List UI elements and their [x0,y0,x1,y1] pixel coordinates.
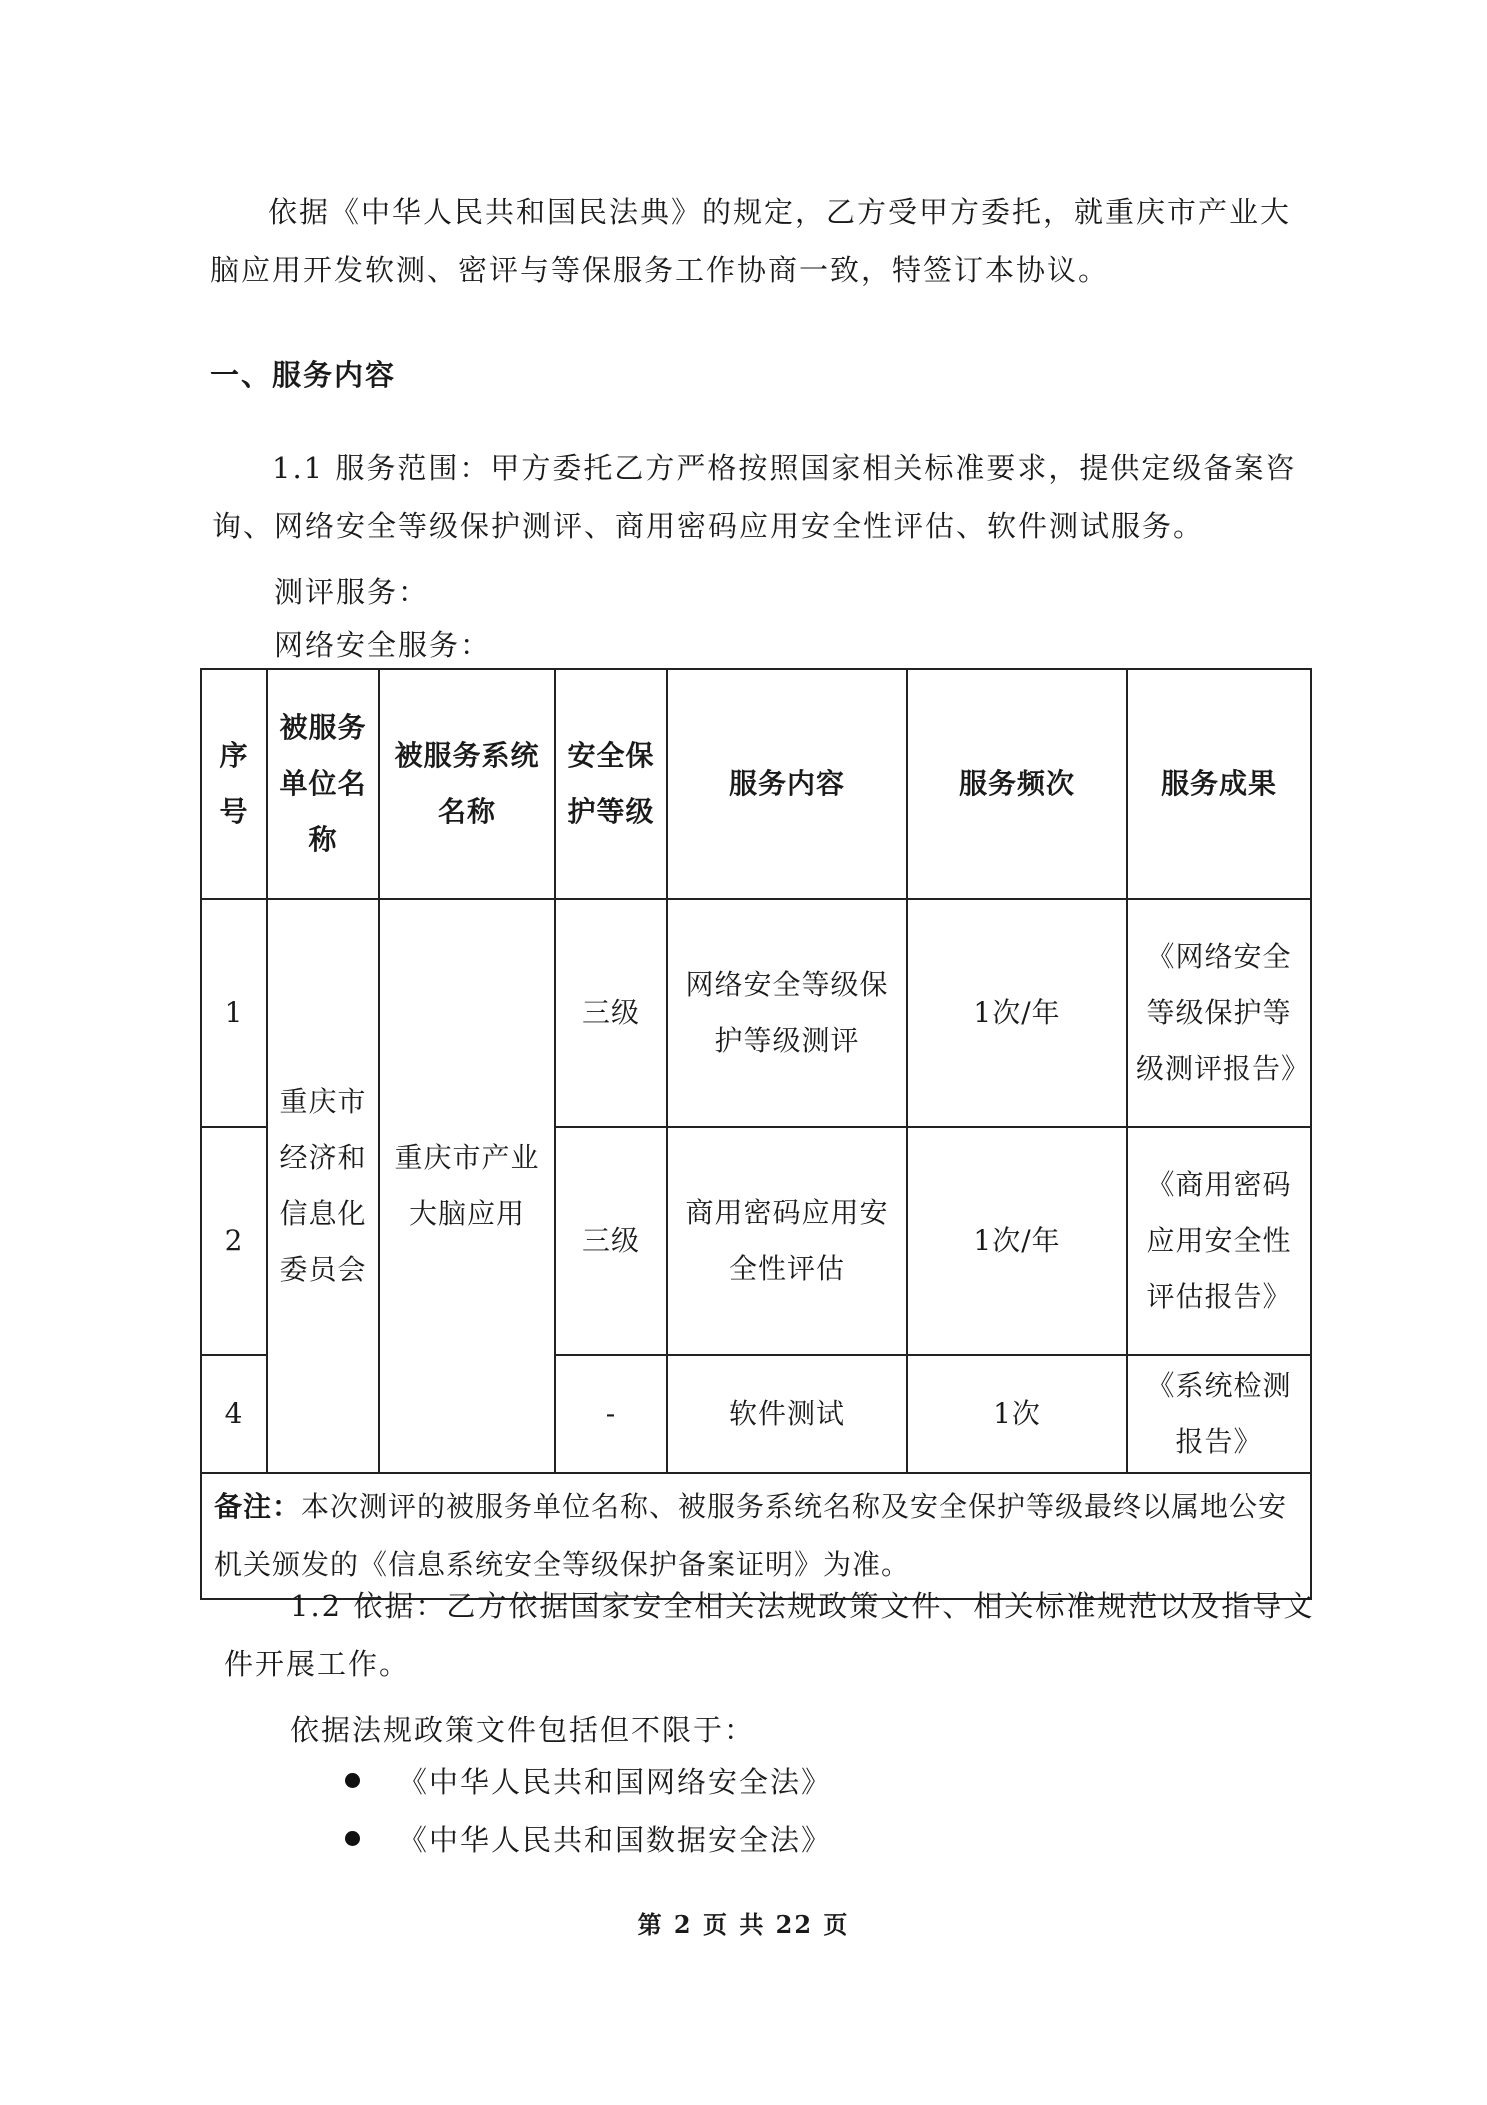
law-list-item [345,1760,832,1801]
section-heading: 一、服务内容 [210,358,397,392]
clause-1-1-line-1: 1.1 服务范围：甲方委托乙方严格按照国家相关标准要求，提供定级备案咨 [272,451,1297,485]
bullet-icon [345,1773,360,1788]
row-result: 《商用密码应用安全性评估报告》 [1127,1127,1311,1355]
row-content: 商用密码应用安全性评估 [667,1127,907,1355]
row-result: 《系统检测报告》 [1127,1355,1311,1473]
service-table [200,668,1312,1600]
row-frequency: 1次 [907,1355,1127,1473]
unit-name-cell: 重庆市经济和信息化委员会 [267,899,379,1473]
row-content: 软件测试 [667,1355,907,1473]
row-level: - [555,1355,667,1473]
clause-1-2-line-2: 件开展工作。 [224,1647,411,1681]
row-content: 网络安全等级保护等级测评 [667,899,907,1127]
row-result: 《网络安全等级保护等级测评报告》 [1127,899,1311,1127]
network-service-label: 网络安全服务： [274,628,492,662]
law-item-text: 《中华人民共和国网络安全法》 [398,1765,833,1799]
row-seq: 2 [201,1127,267,1355]
system-name-cell: 重庆市产业大脑应用 [379,899,555,1473]
header-content: 服务内容 [667,669,907,899]
law-item-text: 《中华人民共和国数据安全法》 [398,1823,833,1857]
page-footer: 第 2 页 共 22 页 [637,1910,850,1939]
bullet-icon [345,1831,360,1846]
intro-line-1: 依据《中华人民共和国民法典》的规定，乙方受甲方委托，就重庆市产业大 [268,195,1292,229]
header-level: 安全保护等级 [555,669,667,899]
header-frequency: 服务频次 [907,669,1127,899]
intro-line-2: 脑应用开发软测、密评与等保服务工作协商一致，特签订本协议。 [210,253,1110,287]
clause-1-1-line-2: 询、网络安全等级保护测评、商用密码应用安全性评估、软件测试服务。 [212,509,1205,543]
header-result: 服务成果 [1127,669,1311,899]
table-row [201,899,1311,1127]
header-seq: 序号 [201,669,267,899]
laws-intro: 依据法规政策文件包括但不限于： [290,1713,756,1747]
table-header-row [201,669,1311,899]
law-list-item [345,1818,832,1859]
eval-service-label: 测评服务： [274,575,430,609]
header-unit: 被服务单位名称 [267,669,379,899]
note-text: 本次测评的被服务单位名称、被服务系统名称及安全保护等级最终以属地公安机关颁发的《信息系统安全等级保护备案证明》为准。 [214,1490,1288,1581]
header-system: 被服务系统名称 [379,669,555,899]
row-frequency: 1次/年 [907,1127,1127,1355]
clause-1-2-line-1: 1.2 依据：乙方依据国家安全相关法规政策文件、相关标准规范以及指导文 [290,1589,1315,1623]
row-seq: 4 [201,1355,267,1473]
row-frequency: 1次/年 [907,899,1127,1127]
row-seq: 1 [201,899,267,1127]
note-label: 备注： [214,1490,302,1523]
row-level: 三级 [555,899,667,1127]
row-level: 三级 [555,1127,667,1355]
